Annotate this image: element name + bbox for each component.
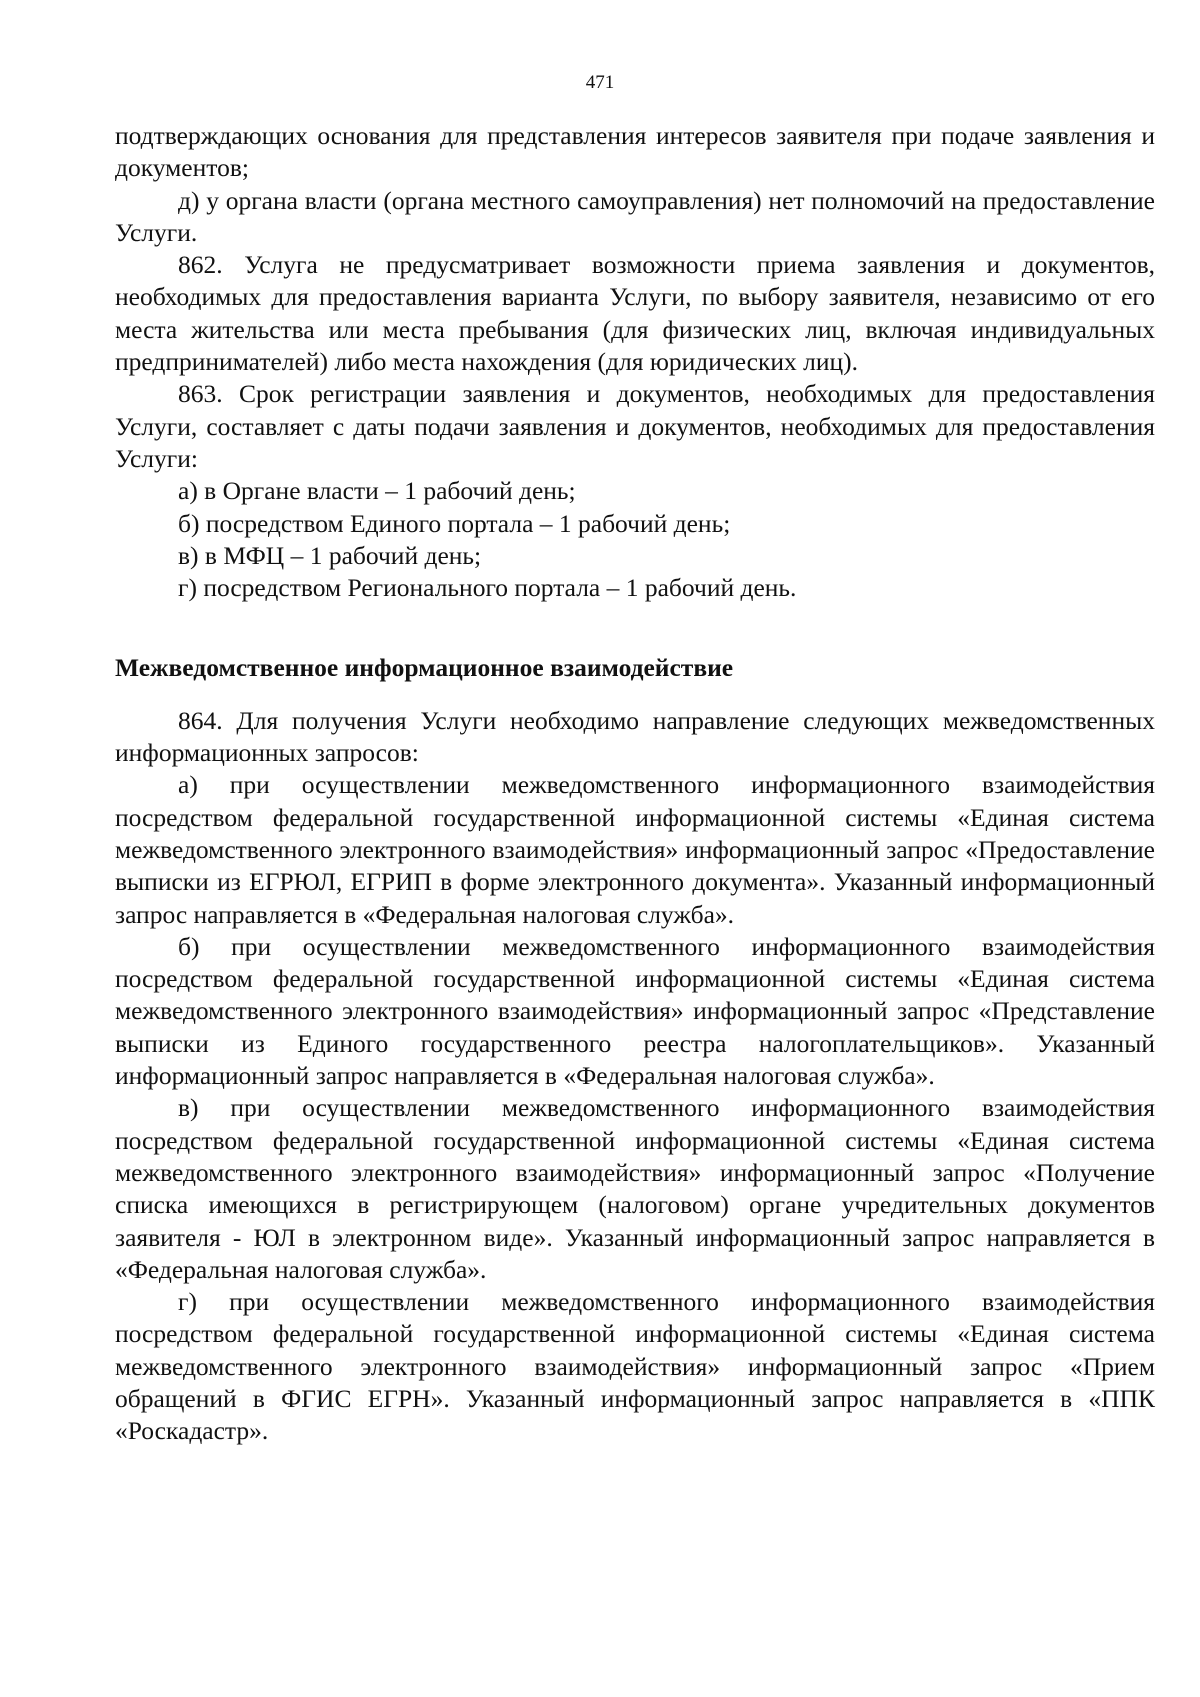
paragraph: 863. Срок регистрации заявления и документов, необходимых для предоставления Услуги, составляет с даты подачи заявления и документов, необходимых для предоставления Услуги:	[115, 379, 1155, 473]
page-number: 471	[585, 72, 615, 93]
document-body	[115, 120, 1155, 1448]
list-item: а) при осуществлении межведомственного информационного взаимодействия посредством федеральной государственной информационной системы «Единая система межведомственного электронного взаимодействия» информационный запрос «Предоставление выписки из ЕГРЮЛ, ЕГРИП в форме электронного документа». Указанный информационный запрос направляется в «Федеральная налоговая служба».	[115, 770, 1155, 929]
list-item: в) в МФЦ – 1 рабочий день;	[178, 540, 482, 570]
list-item: а) в Органе власти – 1 рабочий день;	[178, 476, 576, 506]
paragraph: 864. Для получения Услуги необходимо направление следующих межведомственных информационных запросов:	[115, 705, 1155, 768]
spacer	[115, 604, 1155, 652]
spacer	[115, 685, 1155, 705]
list-item: г) посредством Регионального портала – 1 рабочий день.	[178, 573, 797, 603]
paragraph: 862. Услуга не предусматривает возможности приема заявления и документов, необходимых для предоставления варианта Услуги, по выбору заявителя, независимо от его места жительства или места пребывания (для физических лиц, включая индивидуальных предпринимателей) либо места нахождения (для юридических лиц).	[115, 250, 1155, 377]
list-item: б) при осуществлении межведомственного информационного взаимодействия посредством федеральной государственной информационной системы «Единая система межведомственного электронного взаимодействия» информационный запрос «Представление выписки из Единого государственного реестра налогоплательщиков». Указанный информационный запрос направляется в «Федеральная налоговая служба».	[115, 931, 1155, 1091]
paragraph: подтверждающих основания для представления интересов заявителя при подаче заявления и документов;	[115, 121, 1155, 183]
list-item: б) посредством Единого портала – 1 рабочий день;	[178, 508, 731, 538]
list-item: г) при осуществлении межведомственного информационного взаимодействия посредством федеральной государственной информационной системы «Единая система межведомственного электронного взаимодействия» информационный запрос «Прием обращений в ФГИС ЕГРН». Указанный информационный запрос направляется в «ППК «Роскадастр».	[115, 1287, 1155, 1446]
section-heading: Межведомственное информационное взаимодействие	[115, 653, 734, 683]
paragraph: д) у органа власти (органа местного самоуправления) нет полномочий на предоставление Услуги.	[115, 185, 1155, 247]
list-item: в) при осуществлении межведомственного информационного взаимодействия посредством федеральной государственной информационной системы «Единая система межведомственного электронного взаимодействия» информационный запрос «Получение списка имеющихся в регистрирующем (налоговом) органе учредительных документов заявителя - ЮЛ в электронном виде». Указанный информационный запрос направляется в «Федеральная налоговая служба».	[115, 1093, 1155, 1284]
